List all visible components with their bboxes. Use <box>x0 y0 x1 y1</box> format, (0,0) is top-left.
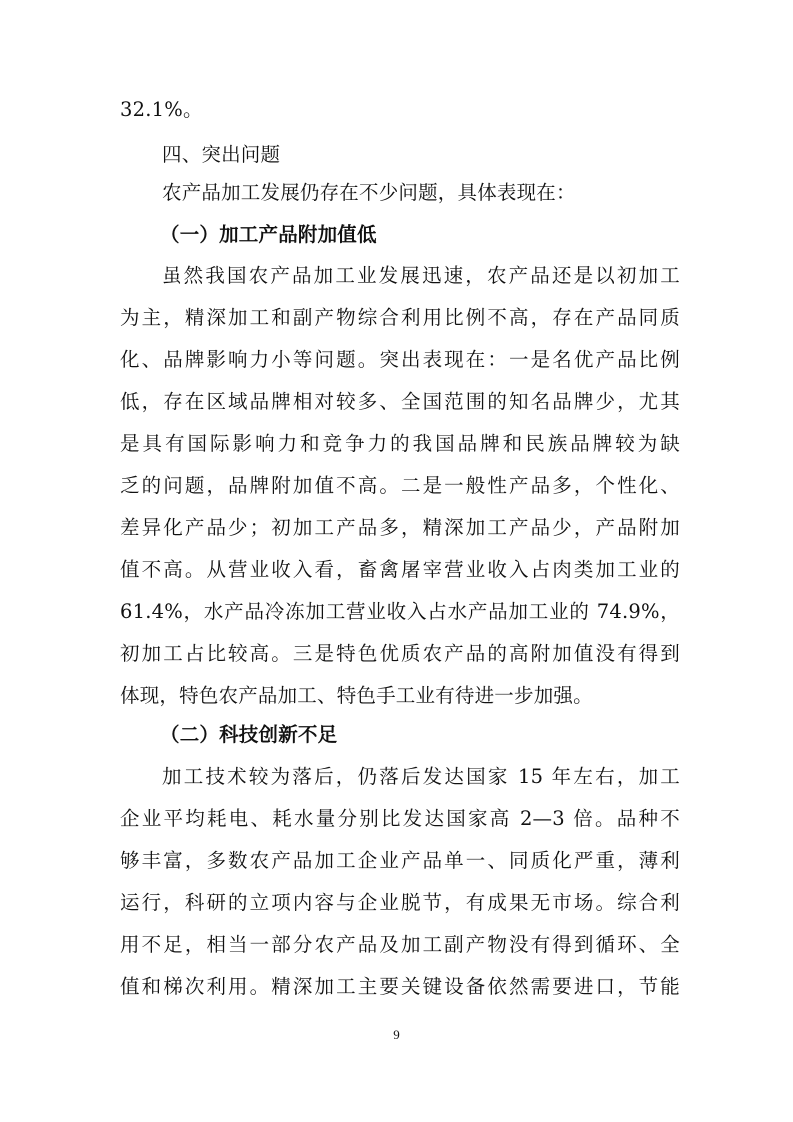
subsection-heading-1: （一）加工产品附加值低 <box>160 223 377 246</box>
paragraph-line: 加工技术较为落后，仍落后发达国家 15 年左右，加工 <box>162 765 680 788</box>
paragraph-line: 够丰富，多数农产品加工企业产品单一、同质化严重，薄利 <box>120 849 680 872</box>
paragraph-line: 企业平均耗电、耗水量分别比发达国家高 2—3 倍。品种不 <box>120 807 680 830</box>
paragraph-line: 是具有国际影响力和竞争力的我国品牌和民族品牌较为缺 <box>120 432 680 455</box>
paragraph-line: 虽然我国农产品加工业发展迅速，农产品还是以初加工 <box>162 264 680 287</box>
subsection-heading-2: （二）科技创新不足 <box>160 723 338 746</box>
text-line-intro: 农产品加工发展仍存在不少问题，具体表现在： <box>162 181 576 204</box>
paragraph-line: 低，存在区域品牌相对较多、全国范围的知名品牌少，尤其 <box>120 390 680 413</box>
paragraph-line: 化、品牌影响力小等问题。突出表现在：一是名优产品比例 <box>120 348 680 371</box>
text-line-continuation: 32.1%。 <box>120 98 203 121</box>
page-number: 9 <box>393 1027 400 1042</box>
paragraph-line: 用不足，相当一部分农产品及加工副产物没有得到循环、全 <box>120 933 680 956</box>
paragraph-line: 体现，特色农产品加工、特色手工业有待进一步加强。 <box>120 684 593 707</box>
paragraph-line: 初加工占比较高。三是特色优质农产品的高附加值没有得到 <box>120 642 680 665</box>
paragraph-line: 值不高。从营业收入看，畜禽屠宰营业收入占肉类加工业的 <box>120 558 680 581</box>
section-heading: 四、突出问题 <box>162 143 281 166</box>
paragraph-line: 为主，精深加工和副产物综合利用比例不高，存在产品同质 <box>120 306 680 329</box>
paragraph-line: 乏的问题，品牌附加值不高。二是一般性产品多，个性化、 <box>120 474 680 497</box>
paragraph-line: 差异化产品少；初加工产品多，精深加工产品少，产品附加 <box>120 516 680 539</box>
paragraph-line: 运行，科研的立项内容与企业脱节，有成果无市场。综合利 <box>120 891 680 914</box>
paragraph-line: 值和梯次利用。精深加工主要关键设备依然需要进口，节能 <box>120 975 680 998</box>
paragraph-line: 61.4%，水产品冷冻加工营业收入占水产品加工业的 74.9%， <box>120 600 680 623</box>
